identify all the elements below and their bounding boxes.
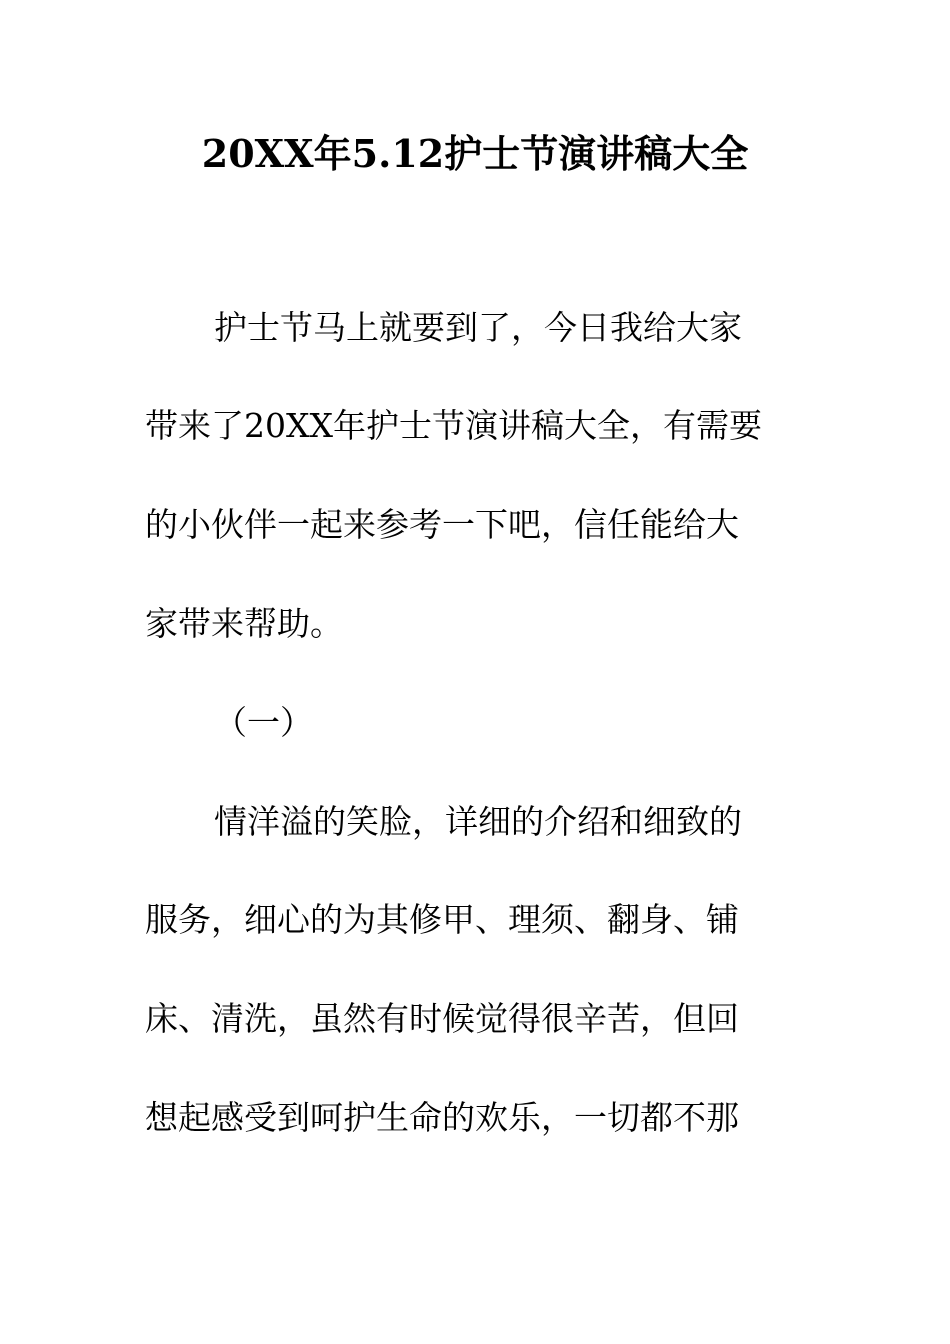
document-title: 20XX年5.12护士节演讲稿大全 [201,131,749,176]
paragraph-line: 护士节马上就要到了，今日我给大家 [214,308,742,347]
paragraph-line: 带来了20XX年护士节演讲稿大全，有需要 [145,406,762,445]
paragraph-line: 床、清洗，虽然有时候觉得很辛苦，但回 [145,999,739,1038]
paragraph-line: 情洋溢的笑脸，详细的介绍和细致的 [214,802,742,841]
paragraph-line: 想起感受到呵护生命的欢乐，一切都不那 [145,1098,739,1137]
paragraph-line: 服务，细心的为其修甲、理须、翻身、铺 [145,900,739,939]
section-heading: （一） [214,703,313,742]
paragraph-line: 的小伙伴一起来参考一下吧，信任能给大 [145,505,739,544]
paragraph-line: 家带来帮助。 [145,604,343,643]
